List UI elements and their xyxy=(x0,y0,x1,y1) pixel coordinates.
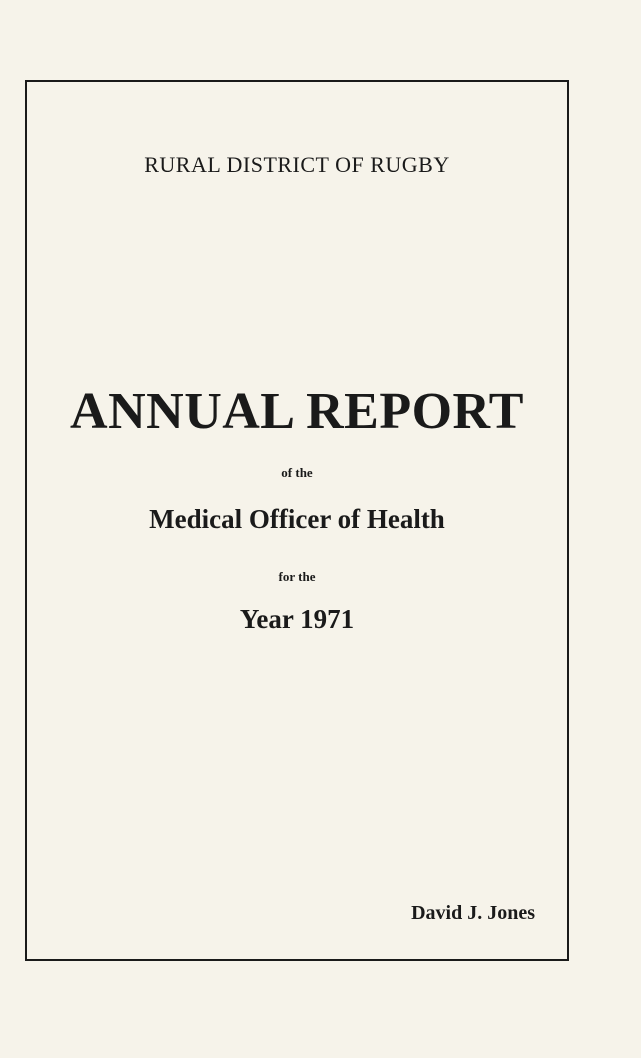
report-subtitle: Medical Officer of Health xyxy=(149,504,445,534)
connector-for-the: for the xyxy=(278,569,316,584)
district-heading: RURAL DISTRICT OF RUGBY xyxy=(144,152,450,177)
author-name: David J. Jones xyxy=(411,902,535,924)
cover-border-frame xyxy=(25,80,569,961)
connector-of-the: of the xyxy=(281,465,313,480)
report-year: Year 1971 xyxy=(239,604,355,634)
report-title: ANNUAL REPORT xyxy=(70,383,524,440)
